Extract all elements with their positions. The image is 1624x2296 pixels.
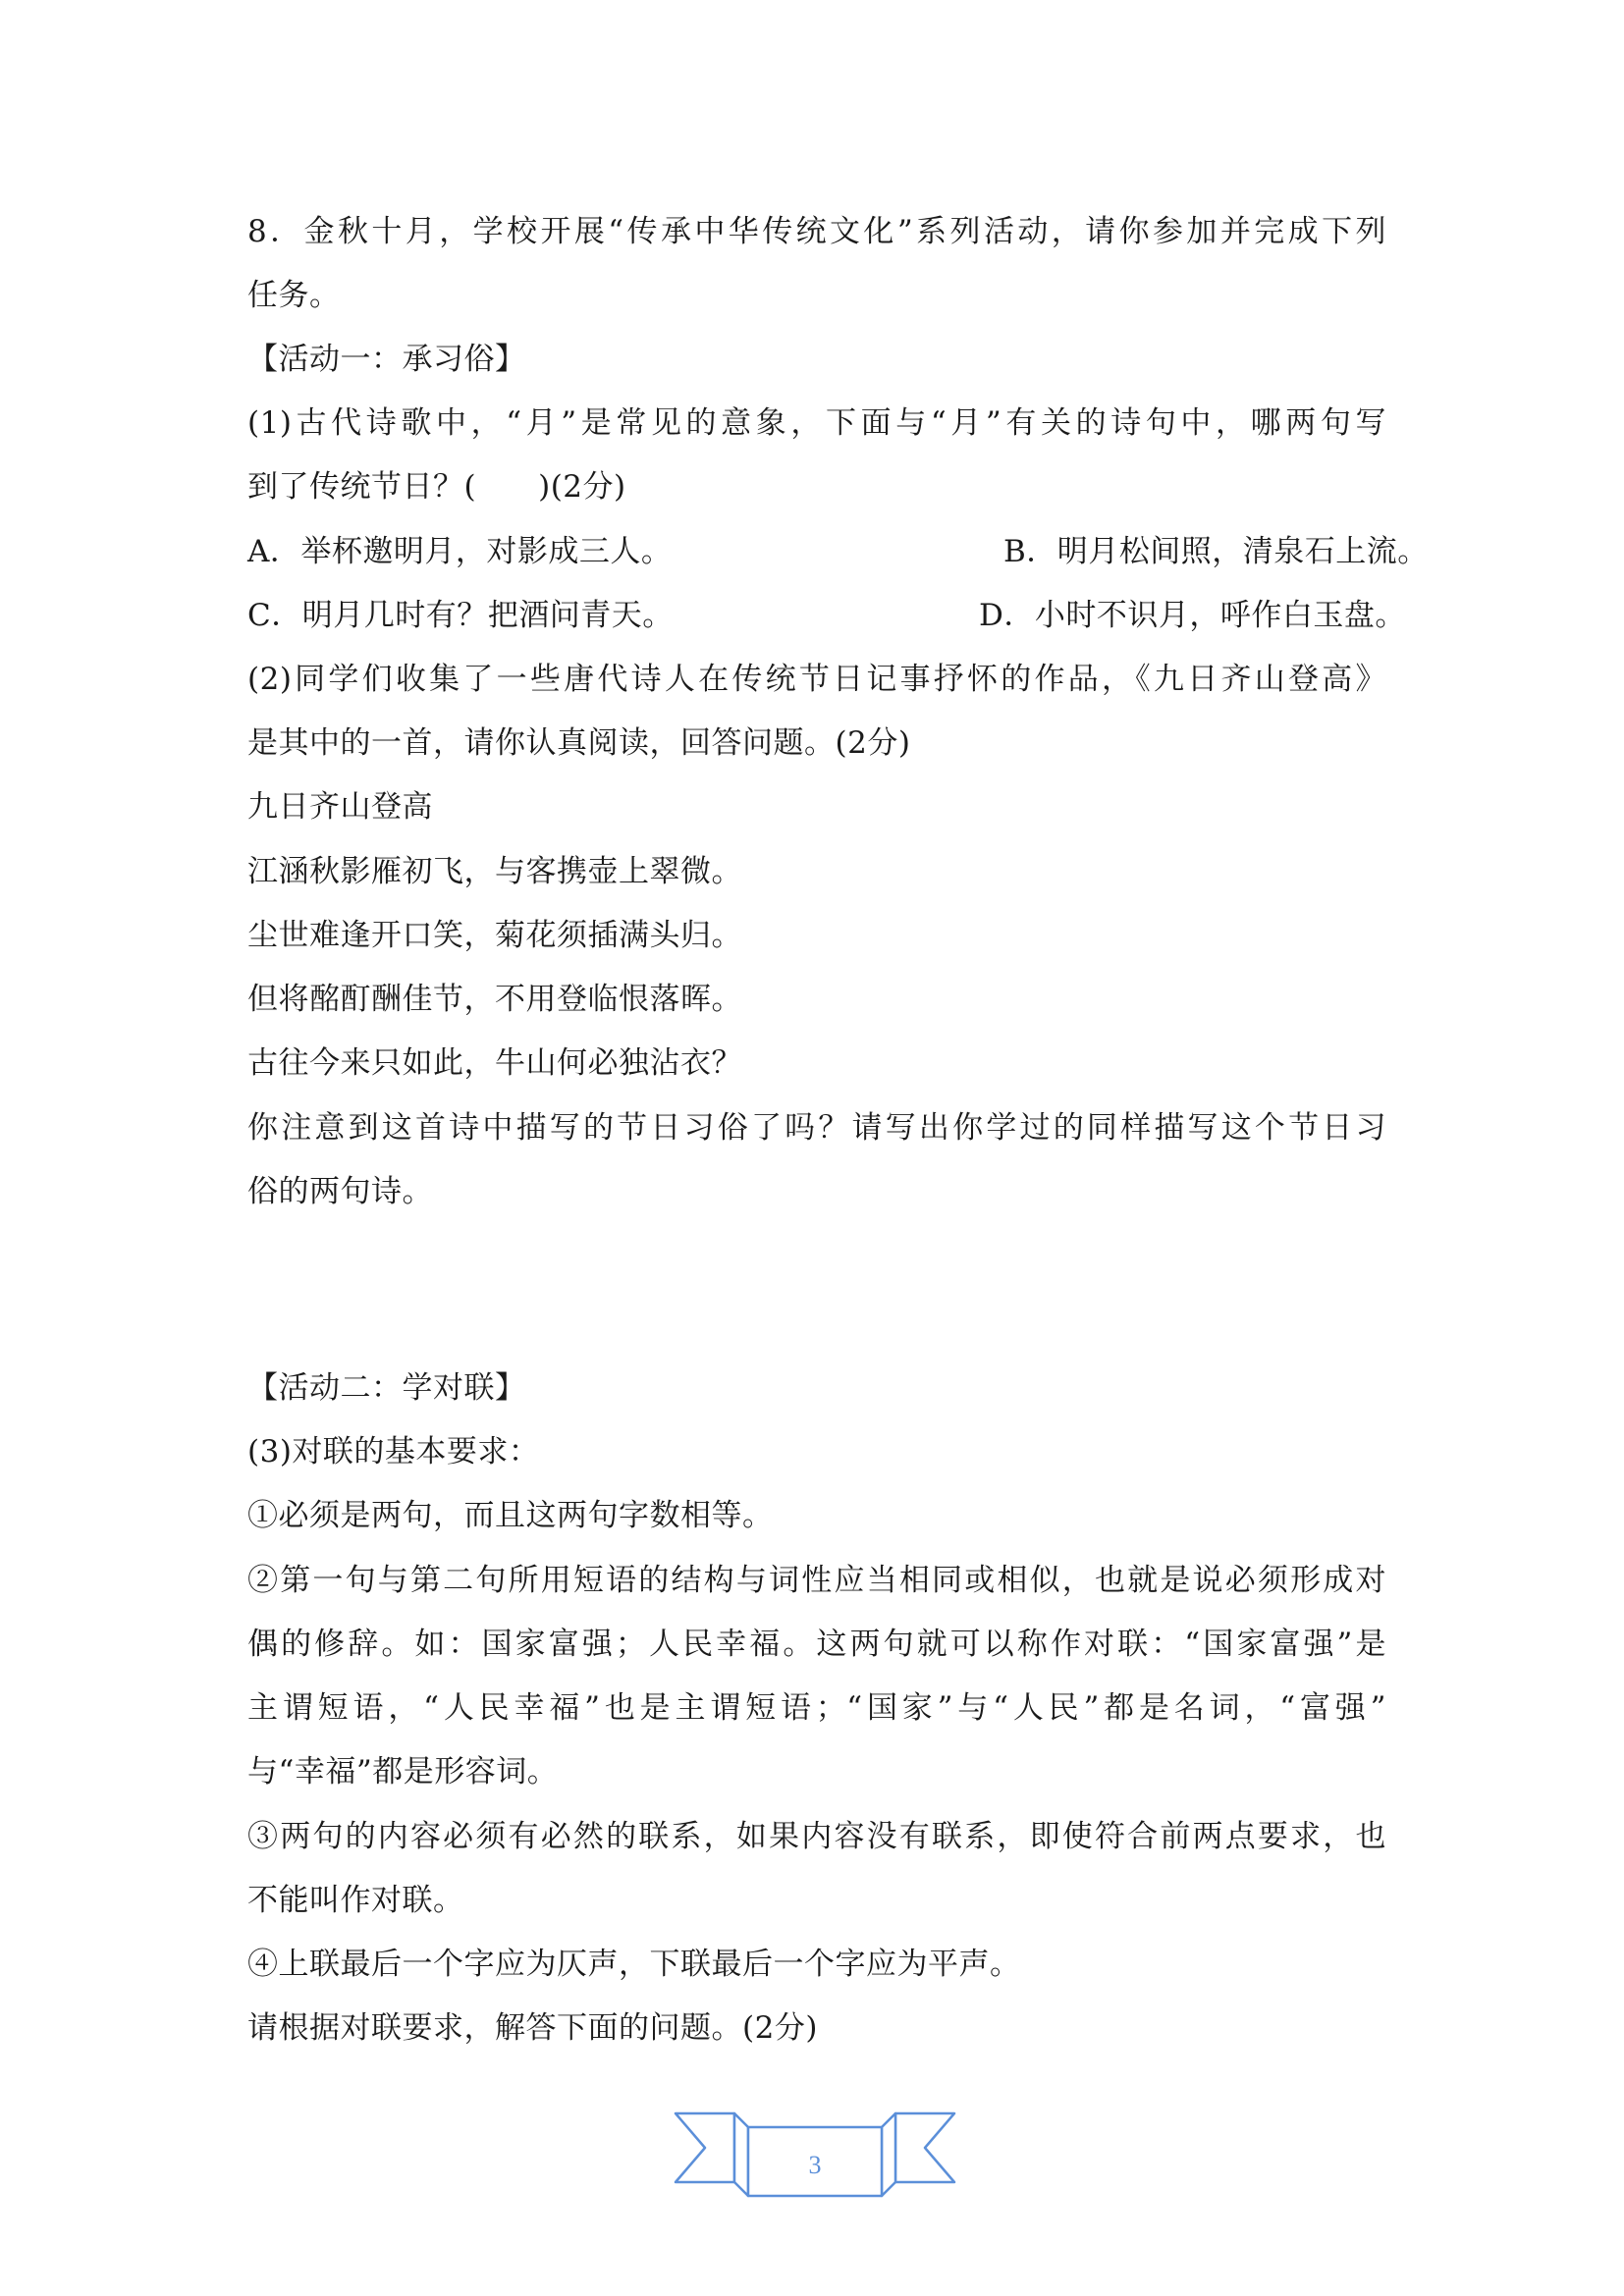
- q3-title: (3)对联的基本要求：: [247, 1434, 540, 1469]
- rule-3-line-2: 不能叫作对联。: [247, 1883, 464, 1918]
- question-intro-line-2: 任务。: [247, 278, 341, 313]
- option-c: C．明月几时有？把酒问青天。: [247, 598, 674, 633]
- instruction: 请根据对联要求，解答下面的问题。(2分): [247, 2010, 818, 2046]
- poem-title: 九日齐山登高: [247, 789, 433, 825]
- page-number: 3: [808, 2151, 822, 2179]
- rule-1: ①必须是两句，而且这两句字数相等。: [247, 1498, 774, 1533]
- poem-line: 古往今来只如此，牛山何必独沾衣？: [247, 1045, 742, 1081]
- poem-line: 江涵秋影雁初飞，与客携壶上翠微。: [247, 854, 742, 889]
- q1-line-1: (1)古代诗歌中，“月”是常见的意象，下面与“月”有关的诗句中，哪两句写: [247, 405, 1386, 441]
- prompt-line-2: 俗的两句诗。: [247, 1174, 433, 1209]
- rule-2-line-2: 偶的修辞。如：国家富强；人民幸福。这两句就可以称作对联：“国家富强”是: [247, 1627, 1386, 1662]
- options-row-ab: [247, 532, 1429, 571]
- poem-line: 尘世难逢开口笑，菊花须插满头归。: [247, 918, 742, 953]
- q2-line-1: (2)同学们收集了一些唐代诗人在传统节日记事抒怀的作品，《九日齐山登高》: [247, 662, 1386, 697]
- rule-2-line-3: 主谓短语，“人民幸福”也是主谓短语；“国家”与“人民”都是名词，“富强”: [247, 1690, 1386, 1726]
- options-row-cd: [247, 596, 1406, 635]
- option-b: B．明月松间照，清泉石上流。: [1003, 534, 1429, 569]
- rule-4: ④上联最后一个字应为仄声，下联最后一个字应为平声。: [247, 1947, 1021, 1982]
- page-footer: [668, 2096, 962, 2214]
- question-intro-line-1: 8．金秋十月，学校开展“传承中华传统文化”系列活动，请你参加并完成下列: [247, 214, 1386, 249]
- poem-line: 但将酩酊酬佳节，不用登临恨落晖。: [247, 982, 742, 1017]
- option-d: D．小时不识月，呼作白玉盘。: [979, 598, 1406, 633]
- option-a: A．举杯邀明月，对影成三人。: [247, 534, 673, 569]
- rule-3-line-1: ③两句的内容必须有必然的联系，如果内容没有联系，即使符合前两点要求，也: [247, 1819, 1386, 1854]
- q1-line-2: 到了传统节日？( )(2分): [247, 469, 626, 505]
- prompt-line-1: 你注意到这首诗中描写的节日习俗了吗？请写出你学过的同样描写这个节日习: [247, 1110, 1386, 1146]
- activity1-heading: 【活动一：承习俗】: [247, 342, 526, 377]
- rule-2-line-1: ②第一句与第二句所用短语的结构与词性应当相同或相似，也就是说必须形成对: [247, 1563, 1386, 1598]
- q2-line-2: 是其中的一首，请你认真阅读，回答问题。(2分): [247, 725, 911, 761]
- rule-2-line-4: 与“幸福”都是形容词。: [247, 1754, 559, 1789]
- activity2-heading: 【活动二：学对联】: [247, 1370, 526, 1406]
